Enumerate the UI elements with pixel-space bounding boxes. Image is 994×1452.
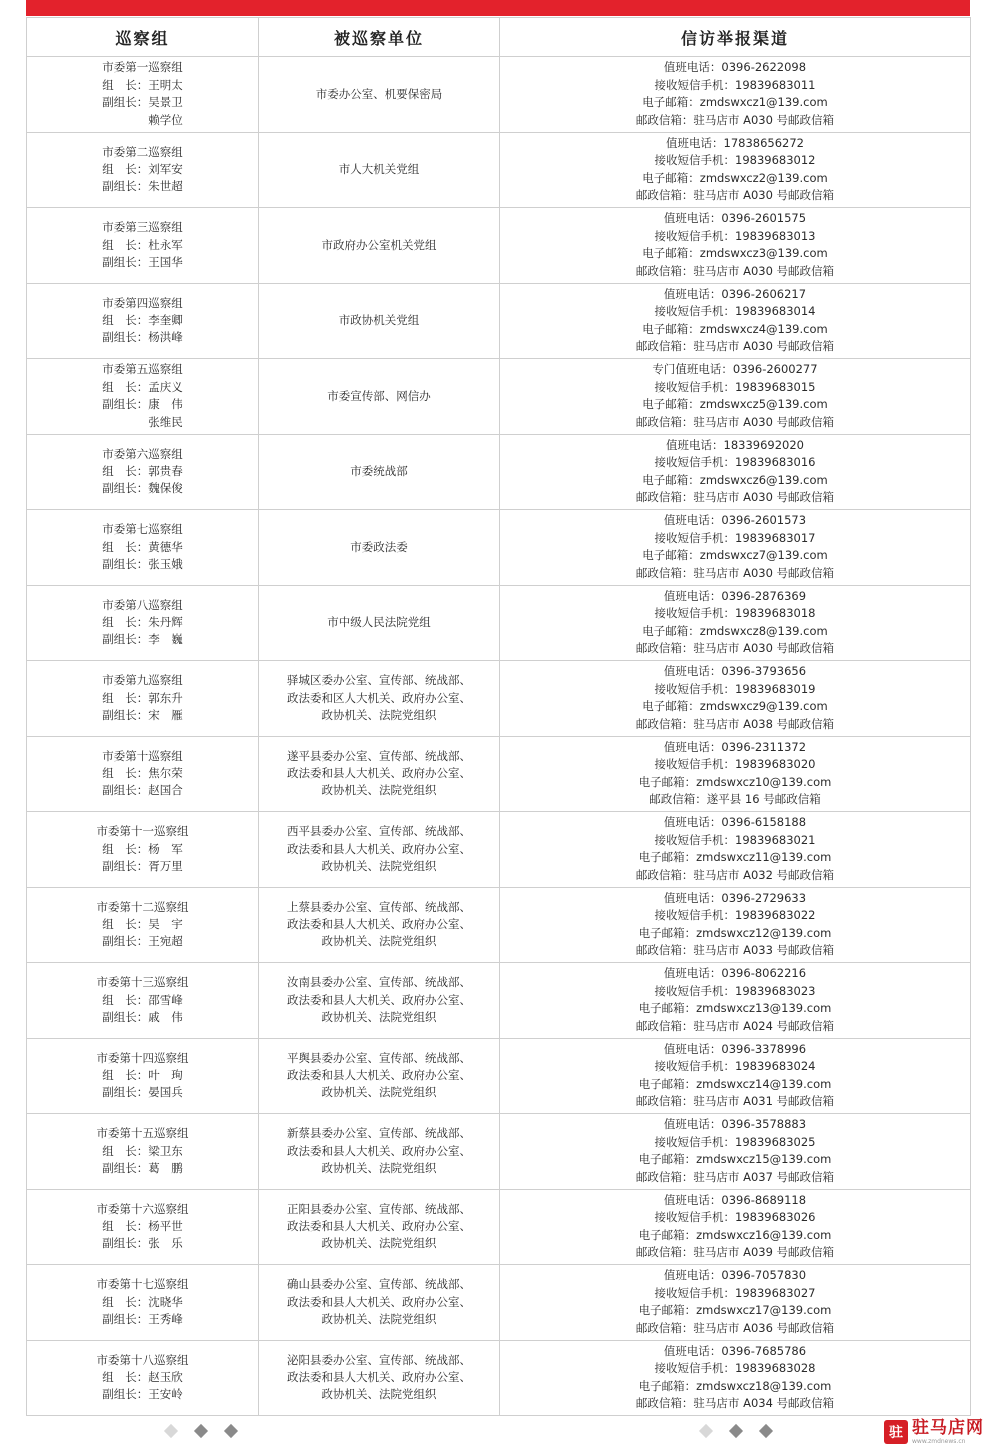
table-row [27, 1265, 971, 1341]
contact-line: 电子邮箱：zmdswxcz1@139.com [642, 95, 828, 110]
unit-line: 市中级人民法院党组 [327, 615, 431, 630]
group-cell [27, 1265, 259, 1341]
group-line: 副组长：李 巍 [102, 632, 183, 647]
unit-line: 驿城区委办公室、宣传部、统战部、 [287, 673, 471, 688]
contact-line: 邮政信箱：遂平县 16 号邮政信箱 [649, 792, 821, 807]
contact-line: 值班电话：0396-2606217 [663, 286, 807, 301]
unit-line: 政协机关、法院党组织 [321, 1160, 437, 1175]
chevron-icon [725, 1426, 749, 1438]
contact-line: 值班电话：17838656272 [666, 135, 804, 150]
contact-line: 邮政信箱：驻马店市 A031 号邮政信箱 [635, 1094, 835, 1109]
contact-cell [500, 359, 971, 435]
table-row [27, 736, 971, 812]
group-line: 副组长：戚 伟 [102, 1009, 183, 1024]
watermark-name: 驻马店网 [912, 1417, 984, 1438]
group-line: 副组长：康 伟 [102, 397, 183, 412]
group-cell [27, 283, 259, 359]
group-line: 组 长：梁卫东 [102, 1143, 183, 1158]
unit-line: 确山县委办公室、宣传部、统战部、 [287, 1277, 471, 1292]
unit-line: 政法委和区人大机关、政府办公室、 [287, 690, 471, 705]
unit-cell [259, 661, 500, 737]
group-line: 市委第九巡察组 [102, 673, 183, 688]
group-line: 组 长：杜永军 [102, 237, 183, 252]
table-row [27, 359, 971, 435]
contact-line: 值班电话：0396-8689118 [663, 1192, 807, 1207]
contact-cell [500, 510, 971, 586]
contact-cell [500, 434, 971, 510]
contact-line: 值班电话：0396-2729633 [663, 890, 807, 905]
contact-line: 值班电话：0396-8062216 [663, 966, 807, 981]
contact-cell [500, 812, 971, 888]
group-cell [27, 434, 259, 510]
group-line: 市委第十八巡察组 [96, 1352, 189, 1367]
table-row [27, 57, 971, 133]
contact-line: 电子邮箱：zmdswxcz15@139.com [638, 1152, 832, 1167]
contact-line: 邮政信箱：驻马店市 A036 号邮政信箱 [635, 1320, 835, 1335]
unit-line: 政法委和县人大机关、政府办公室、 [287, 766, 471, 781]
group-line: 组 长：邵雪峰 [102, 992, 183, 1007]
contact-line: 值班电话：0396-7057830 [663, 1268, 807, 1283]
group-cell [27, 57, 259, 133]
table-row [27, 510, 971, 586]
footer-decoration-right [695, 1426, 779, 1446]
unit-line: 遂平县委办公室、宣传部、统战部、 [287, 748, 471, 763]
group-line: 副组长：朱世超 [102, 179, 183, 194]
contact-line: 接收短信手机：19839683019 [654, 681, 816, 696]
group-line: 市委第十二巡察组 [96, 899, 189, 914]
group-line: 市委第十六巡察组 [96, 1201, 189, 1216]
unit-cell [259, 585, 500, 661]
chevron-icon [190, 1426, 214, 1438]
unit-line: 政法委和县人大机关、政府办公室、 [287, 917, 471, 932]
table-row [27, 1114, 971, 1190]
table-row [27, 283, 971, 359]
group-line: 副组长：王宛超 [102, 934, 183, 949]
contact-cell [500, 132, 971, 208]
group-line: 副组长：王国华 [102, 254, 183, 269]
contact-line: 值班电话：0396-2601575 [663, 211, 807, 226]
unit-line: 政协机关、法院党组织 [321, 934, 437, 949]
contact-cell [500, 585, 971, 661]
top-accent-bar [26, 0, 970, 16]
contact-line: 电子邮箱：zmdswxcz14@139.com [638, 1076, 832, 1091]
contact-line: 值班电话：0396-2876369 [663, 588, 807, 603]
group-line: 副组长：王安岭 [102, 1387, 183, 1402]
unit-line: 政协机关、法院党组织 [321, 1085, 437, 1100]
contact-cell [500, 963, 971, 1039]
contact-line: 接收短信手机：19839683011 [654, 77, 816, 92]
group-line: 市委第二巡察组 [102, 144, 183, 159]
contact-line: 接收短信手机：19839683024 [654, 1059, 816, 1074]
unit-line: 上蔡县委办公室、宣传部、统战部、 [287, 899, 471, 914]
contact-line: 电子邮箱：zmdswxcz17@139.com [638, 1303, 832, 1318]
group-cell [27, 736, 259, 812]
table-header-row [27, 18, 971, 57]
contact-line: 接收短信手机：19839683025 [654, 1134, 816, 1149]
group-line: 组 长：叶 珣 [102, 1068, 183, 1083]
contact-line: 接收短信手机：19839683023 [654, 983, 816, 998]
contact-line: 电子邮箱：zmdswxcz7@139.com [642, 548, 828, 563]
table-row [27, 887, 971, 963]
group-line: 市委第十五巡察组 [96, 1126, 189, 1141]
contact-line: 值班电话：0396-6158188 [663, 815, 807, 830]
group-line: 张维民 [102, 414, 183, 429]
unit-line: 市委政法委 [350, 539, 408, 554]
contact-line: 接收短信手机：19839683027 [654, 1285, 816, 1300]
site-watermark [884, 1414, 992, 1450]
group-line: 组 长：杨 军 [102, 841, 183, 856]
group-line: 副组长：魏保俊 [102, 481, 183, 496]
unit-line: 泌阳县委办公室、宣传部、统战部、 [287, 1352, 471, 1367]
contact-line: 值班电话：0396-2622098 [663, 60, 807, 75]
table-row [27, 1340, 971, 1416]
group-line: 组 长：焦尔荣 [102, 766, 183, 781]
contact-line: 邮政信箱：驻马店市 A032 号邮政信箱 [635, 867, 835, 882]
group-cell [27, 1114, 259, 1190]
table-row [27, 132, 971, 208]
table-row [27, 1189, 971, 1265]
unit-cell [259, 887, 500, 963]
group-line: 副组长：宋 雁 [102, 707, 183, 722]
contact-cell [500, 887, 971, 963]
unit-line: 政法委和县人大机关、政府办公室、 [287, 1219, 471, 1234]
contact-line: 接收短信手机：19839683016 [654, 455, 816, 470]
group-line: 市委第一巡察组 [102, 60, 183, 75]
unit-cell [259, 57, 500, 133]
group-cell [27, 132, 259, 208]
contact-line: 邮政信箱：驻马店市 A039 号邮政信箱 [635, 1245, 835, 1260]
unit-cell [259, 208, 500, 284]
unit-line: 政协机关、法院党组织 [321, 1236, 437, 1251]
table-row [27, 208, 971, 284]
contact-line: 电子邮箱：zmdswxcz10@139.com [638, 774, 832, 789]
contact-line: 邮政信箱：驻马店市 A030 号邮政信箱 [635, 263, 835, 278]
contact-line: 邮政信箱：驻马店市 A024 号邮政信箱 [635, 1018, 835, 1033]
unit-line: 政法委和县人大机关、政府办公室、 [287, 1370, 471, 1385]
group-line: 市委第五巡察组 [102, 362, 183, 377]
unit-cell [259, 132, 500, 208]
group-line: 市委第十七巡察组 [96, 1277, 189, 1292]
group-cell [27, 812, 259, 888]
group-line: 组 长：杨平世 [102, 1219, 183, 1234]
contact-line: 电子邮箱：zmdswxcz8@139.com [642, 623, 828, 638]
group-line: 市委第十一巡察组 [96, 824, 189, 839]
unit-line: 政协机关、法院党组织 [321, 783, 437, 798]
unit-line: 市政府办公室机关党组 [321, 237, 437, 252]
group-line: 组 长：朱丹辉 [102, 615, 183, 630]
unit-line: 政法委和县人大机关、政府办公室、 [287, 1143, 471, 1158]
unit-cell [259, 1340, 500, 1416]
contact-line: 接收短信手机：19839683012 [654, 153, 816, 168]
contact-line: 电子邮箱：zmdswxcz5@139.com [642, 397, 828, 412]
unit-line: 平舆县委办公室、宣传部、统战部、 [287, 1050, 471, 1065]
group-line: 副组长：杨洪峰 [102, 330, 183, 345]
group-cell [27, 510, 259, 586]
group-line: 组 长：孟庆义 [102, 379, 183, 394]
contact-cell [500, 208, 971, 284]
contact-line: 邮政信箱：驻马店市 A030 号邮政信箱 [635, 490, 835, 505]
unit-cell [259, 1038, 500, 1114]
contact-cell [500, 1114, 971, 1190]
contact-line: 接收短信手机：19839683020 [654, 757, 816, 772]
group-cell [27, 1038, 259, 1114]
unit-cell [259, 736, 500, 812]
group-line: 副组长：赵国合 [102, 783, 183, 798]
group-line: 副组长：王秀峰 [102, 1311, 183, 1326]
unit-line: 政协机关、法院党组织 [321, 1311, 437, 1326]
contact-line: 接收短信手机：19839683028 [654, 1361, 816, 1376]
group-cell [27, 1189, 259, 1265]
unit-line: 正阳县委办公室、宣传部、统战部、 [287, 1201, 471, 1216]
group-line: 市委第三巡察组 [102, 220, 183, 235]
group-line: 市委第十巡察组 [102, 748, 183, 763]
table-row [27, 1038, 971, 1114]
contact-line: 值班电话：0396-2601573 [663, 513, 807, 528]
group-line: 副组长：胥万里 [102, 858, 183, 873]
contact-line: 邮政信箱：驻马店市 A038 号邮政信箱 [635, 716, 835, 731]
unit-line: 政法委和县人大机关、政府办公室、 [287, 992, 471, 1007]
group-line: 市委第十三巡察组 [96, 975, 189, 990]
group-line: 赖学位 [102, 112, 183, 127]
contact-cell [500, 661, 971, 737]
site-logo-icon: 驻 [884, 1420, 908, 1444]
contact-line: 接收短信手机：19839683015 [654, 379, 816, 394]
group-line: 组 长：黄德华 [102, 539, 183, 554]
unit-line: 市政协机关党组 [338, 313, 420, 328]
group-line: 组 长：王明太 [102, 77, 183, 92]
group-cell [27, 887, 259, 963]
unit-line: 政协机关、法院党组织 [321, 1387, 437, 1402]
footer-decoration-left [160, 1426, 244, 1446]
unit-line: 新蔡县委办公室、宣传部、统战部、 [287, 1126, 471, 1141]
contact-line: 电子邮箱：zmdswxcz2@139.com [642, 170, 828, 185]
group-line: 市委第八巡察组 [102, 597, 183, 612]
contact-cell [500, 283, 971, 359]
contact-line: 电子邮箱：zmdswxcz13@139.com [638, 1001, 832, 1016]
group-cell [27, 1340, 259, 1416]
contact-line: 接收短信手机：19839683013 [654, 228, 816, 243]
table-row [27, 661, 971, 737]
group-line: 市委第六巡察组 [102, 446, 183, 461]
contact-line: 邮政信箱：驻马店市 A030 号邮政信箱 [635, 188, 835, 203]
contact-cell [500, 1038, 971, 1114]
group-line: 组 长：赵玉欣 [102, 1370, 183, 1385]
unit-cell [259, 1114, 500, 1190]
header-group: 巡察组 [27, 18, 259, 57]
unit-line: 市人大机关党组 [338, 162, 420, 177]
group-line: 副组长：张 乐 [102, 1236, 183, 1251]
group-line: 市委第七巡察组 [102, 522, 183, 537]
contact-line: 接收短信手机：19839683018 [654, 606, 816, 621]
unit-line: 西平县委办公室、宣传部、统战部、 [287, 824, 471, 839]
contact-line: 电子邮箱：zmdswxcz11@139.com [638, 850, 832, 865]
unit-line: 政协机关、法院党组织 [321, 858, 437, 873]
group-line: 副组长：晏国兵 [102, 1085, 183, 1100]
group-line: 组 长：郭东升 [102, 690, 183, 705]
contact-line: 电子邮箱：zmdswxcz4@139.com [642, 321, 828, 336]
unit-line: 政法委和县人大机关、政府办公室、 [287, 1294, 471, 1309]
group-cell [27, 585, 259, 661]
contact-line: 电子邮箱：zmdswxcz6@139.com [642, 472, 828, 487]
contact-line: 值班电话：0396-3793656 [663, 664, 807, 679]
group-line: 组 长：郭贵春 [102, 464, 183, 479]
group-cell [27, 963, 259, 1039]
unit-cell [259, 1265, 500, 1341]
chevron-icon [755, 1426, 779, 1438]
chevron-icon [160, 1426, 184, 1438]
contact-line: 电子邮箱：zmdswxcz16@139.com [638, 1227, 832, 1242]
contact-cell [500, 736, 971, 812]
chevron-icon [220, 1426, 244, 1438]
contact-line: 接收短信手机：19839683017 [654, 530, 816, 545]
contact-line: 值班电话：0396-7685786 [663, 1343, 807, 1358]
contact-cell [500, 1340, 971, 1416]
contact-line: 电子邮箱：zmdswxcz12@139.com [638, 925, 832, 940]
unit-cell [259, 283, 500, 359]
group-line: 副组长：吴景卫 [102, 95, 183, 110]
contact-line: 接收短信手机：19839683021 [654, 832, 816, 847]
contact-cell [500, 1189, 971, 1265]
contact-line: 值班电话：0396-3578883 [663, 1117, 807, 1132]
unit-cell [259, 359, 500, 435]
header-unit: 被巡察单位 [259, 18, 500, 57]
table-row [27, 963, 971, 1039]
table-row [27, 585, 971, 661]
unit-cell [259, 434, 500, 510]
unit-cell [259, 963, 500, 1039]
contact-line: 值班电话：18339692020 [666, 437, 804, 452]
chevron-icon [695, 1426, 719, 1438]
group-line: 组 长：沈晓华 [102, 1294, 183, 1309]
group-line: 组 长：吴 宇 [102, 917, 183, 932]
contact-line: 邮政信箱：驻马店市 A034 号邮政信箱 [635, 1396, 835, 1411]
group-line: 组 长：刘军安 [102, 162, 183, 177]
contact-line: 电子邮箱：zmdswxcz3@139.com [642, 246, 828, 261]
group-line: 市委第十四巡察组 [96, 1050, 189, 1065]
table-row [27, 812, 971, 888]
unit-line: 政协机关、法院党组织 [321, 1009, 437, 1024]
group-cell [27, 208, 259, 284]
contact-cell [500, 1265, 971, 1341]
contact-cell [500, 57, 971, 133]
contact-line: 专门值班电话：0396-2600277 [652, 362, 818, 377]
contact-line: 接收短信手机：19839683026 [654, 1210, 816, 1225]
group-line: 副组长：葛 鹏 [102, 1160, 183, 1175]
unit-line: 市委办公室、机要保密局 [315, 86, 443, 101]
unit-cell [259, 812, 500, 888]
header-contact: 信访举报渠道 [500, 18, 971, 57]
group-cell [27, 359, 259, 435]
contact-line: 值班电话：0396-3378996 [663, 1041, 807, 1056]
contact-line: 邮政信箱：驻马店市 A030 号邮政信箱 [635, 565, 835, 580]
unit-line: 市委统战部 [350, 464, 408, 479]
group-cell [27, 661, 259, 737]
watermark-url: www.zmdnews.cn [912, 1437, 966, 1445]
contact-line: 邮政信箱：驻马店市 A030 号邮政信箱 [635, 414, 835, 429]
unit-line: 政法委和县人大机关、政府办公室、 [287, 1068, 471, 1083]
unit-line: 汝南县委办公室、宣传部、统战部、 [287, 975, 471, 990]
unit-line: 政法委和县人大机关、政府办公室、 [287, 841, 471, 856]
table-row [27, 434, 971, 510]
unit-line: 市委宣传部、网信办 [327, 388, 431, 403]
group-line: 组 长：李奎卿 [102, 313, 183, 328]
contact-line: 接收短信手机：19839683014 [654, 304, 816, 319]
group-line: 市委第四巡察组 [102, 295, 183, 310]
contact-line: 邮政信箱：驻马店市 A030 号邮政信箱 [635, 339, 835, 354]
group-line: 副组长：张玉娥 [102, 556, 183, 571]
inspection-table [26, 17, 971, 1416]
contact-line: 邮政信箱：驻马店市 A033 号邮政信箱 [635, 943, 835, 958]
contact-line: 接收短信手机：19839683022 [654, 908, 816, 923]
contact-line: 电子邮箱：zmdswxcz18@139.com [638, 1378, 832, 1393]
contact-line: 邮政信箱：驻马店市 A030 号邮政信箱 [635, 641, 835, 656]
unit-line: 政协机关、法院党组织 [321, 707, 437, 722]
contact-line: 邮政信箱：驻马店市 A030 号邮政信箱 [635, 112, 835, 127]
contact-line: 邮政信箱：驻马店市 A037 号邮政信箱 [635, 1169, 835, 1184]
contact-line: 值班电话：0396-2311372 [663, 739, 807, 754]
contact-line: 电子邮箱：zmdswxcz9@139.com [642, 699, 828, 714]
unit-cell [259, 1189, 500, 1265]
unit-cell [259, 510, 500, 586]
